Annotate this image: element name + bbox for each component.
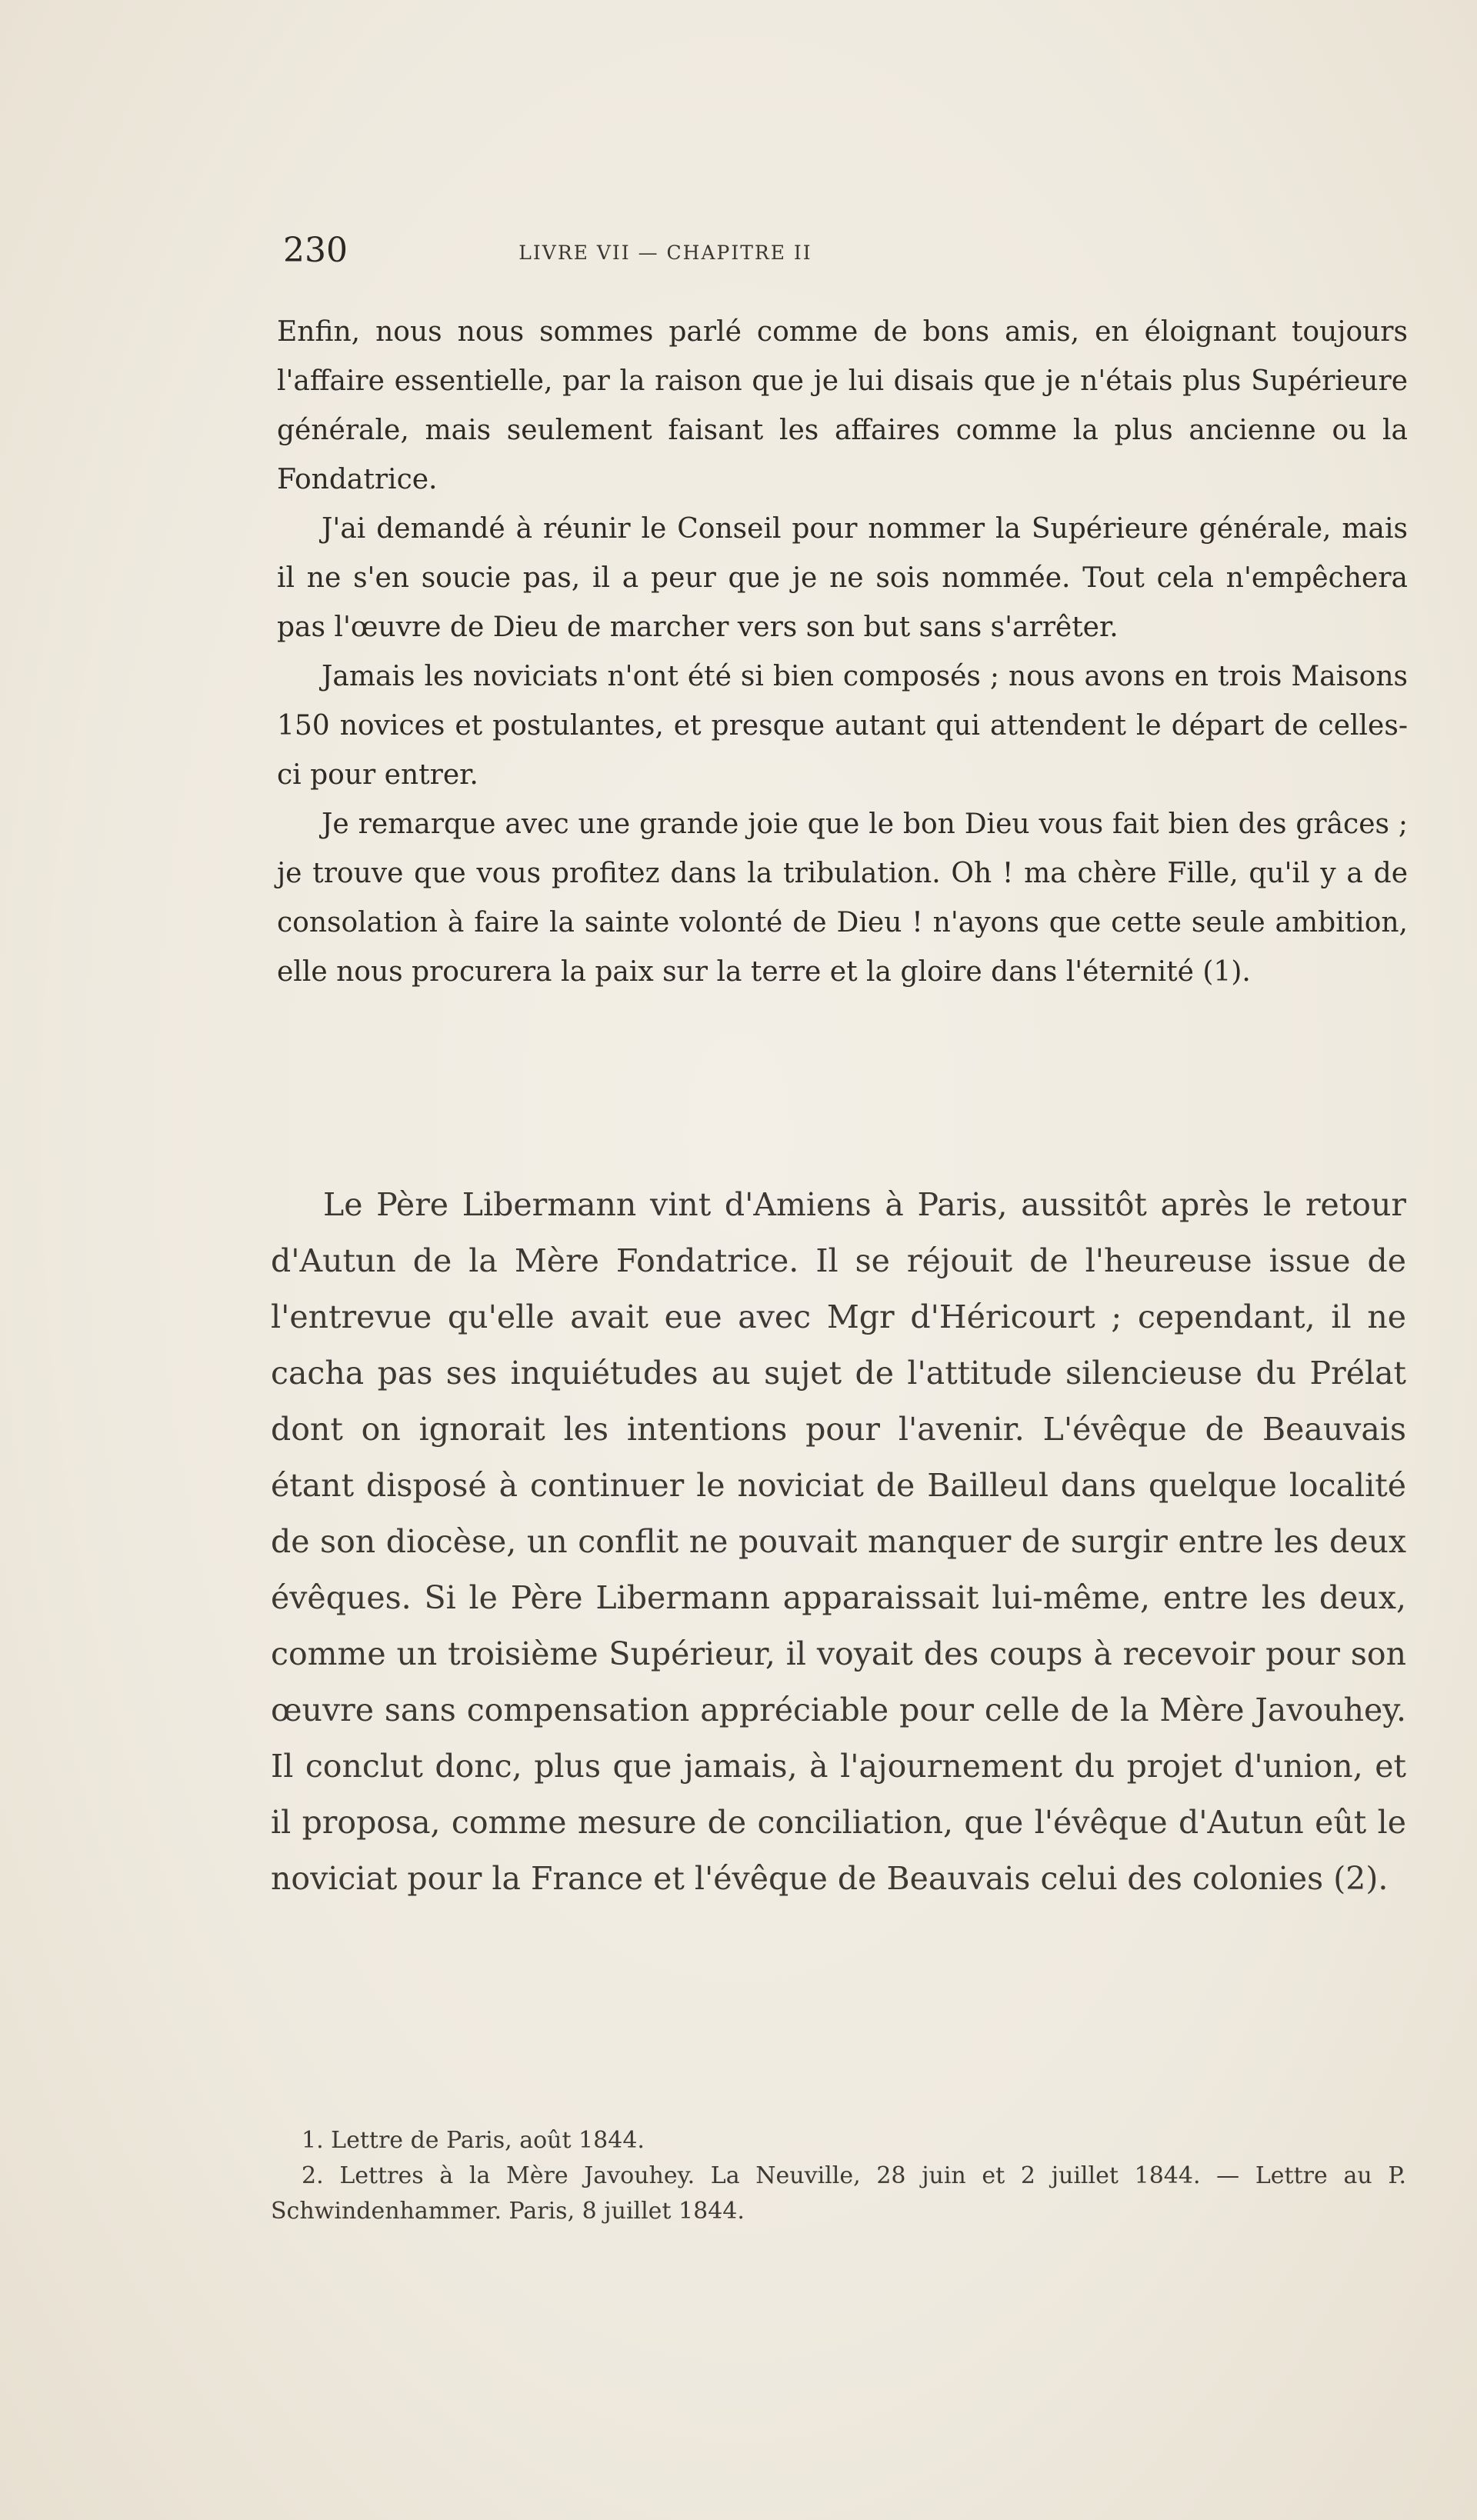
footnote-2: 2. Lettres à la Mère Javouhey. La Neuville, 28 juin et 2 juillet 1844. — Lettre au P. Schwindenhammer. Paris, 8 juillet 1844. [271,2162,1406,2225]
page-number: 230 [283,231,348,270]
quoted-letter [277,308,1408,997]
page-header [277,231,1054,277]
letter-paragraph-3: Jamais les noviciats n'ont été si bien composés ; nous avons en trois Maisons 150 novices et postulantes, et presque autant qui attendent le départ de celles-ci pour entrer. [277,661,1408,791]
letter-paragraph-1: Enfin, nous nous sommes parlé comme de bons amis, en éloignant toujours l'affaire essentielle, par la raison que je lui disais que je n'étais plus Supérieure générale, mais seulement faisant les affaires comme la plus ancienne ou la Fondatrice. [277,316,1408,495]
footnotes [271,2123,1406,2229]
narrative-paragraph: Le Père Libermann vint d'Amiens à Paris, aussitôt après le retour d'Autun de la Mère Fondatrice. Il se réjouit de l'heureuse issue de l'entrevue qu'elle avait eue avec Mgr d'Héricourt ; cependant, il ne cacha pas ses inquiétudes au sujet de l'attitude silencieuse du Prélat dont on ignorait les intentions pour l'avenir. L'évêque de Beauvais étant disposé à continuer le noviciat de Bailleul dans quelque localité de son diocèse, un conflit ne pouvait manquer de surgir entre les deux évêques. Si le Père Libermann apparaissait lui-même, entre les deux, comme un troisième Supérieur, il voyait des coups à recevoir pour son œuvre sans compensation appréciable pour celle de la Mère Javouhey. Il conclut donc, plus que jamais, à l'ajournement du projet d'union, et il proposa, comme mesure de conciliation, que l'évêque d'Autun eût le noviciat pour la France et l'évêque de Beauvais celui des colonies (2). [271,1186,1406,1897]
narrative-body [271,1177,1406,1907]
footnote-1: 1. Lettre de Paris, août 1844. [302,2127,645,2154]
letter-paragraph-4: Je remarque avec une grande joie que le bon Dieu vous fait bien des grâces ; je trouve que vous profitez dans la tribulation. Oh ! ma chère Fille, qu'il y a de consolation à faire la sainte volonté de Dieu ! n'ayons que cette seule ambition, elle nous procurera la paix sur la terre et la gloire dans l'éternité (1). [277,808,1408,988]
letter-paragraph-2: J'ai demandé à réunir le Conseil pour nommer la Supérieure générale, mais il ne s'en soucie pas, il a peur que je ne sois nommée. Tout cela n'empêchera pas l'œuvre de Dieu de marcher vers son but sans s'arrêter. [277,513,1408,643]
running-head: LIVRE VII — CHAPITRE II [518,242,812,264]
